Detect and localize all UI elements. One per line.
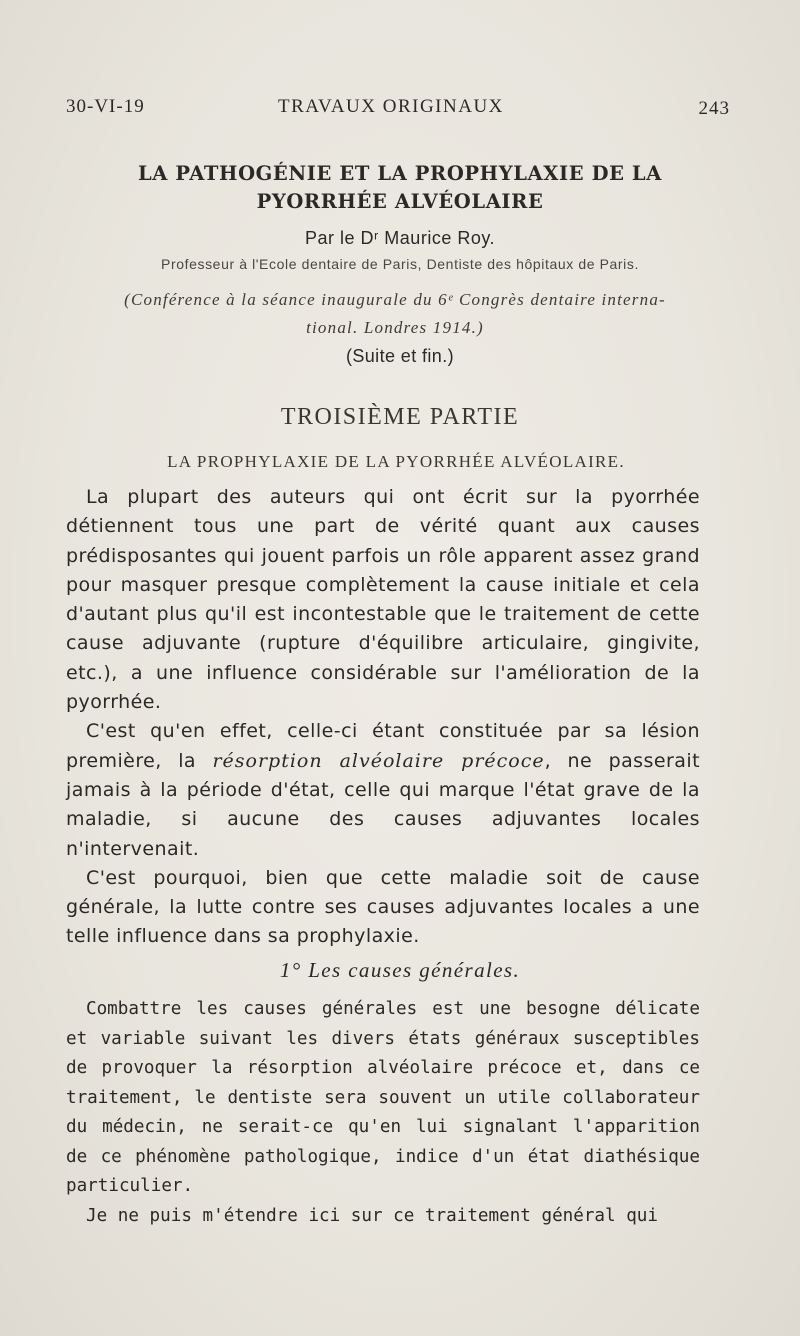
header-section: TRAVAUX ORIGINAUX bbox=[278, 96, 504, 117]
continued-note: (Suite et fin.) bbox=[345, 346, 455, 366]
paragraph bbox=[66, 717, 700, 863]
conference-line-2: tional. Londres 1914.) bbox=[306, 318, 484, 337]
header-date: 30-VI-19 bbox=[66, 96, 145, 117]
author-affiliation: Professeur à l'Ecole dentaire de Paris, Dentiste des hôpitaux de Paris. bbox=[161, 256, 639, 272]
paragraph: Je ne puis m'étendre ici sur ce traitement général qui bbox=[86, 1205, 658, 1226]
italic-term: résorption alvéolaire précoce bbox=[212, 749, 545, 772]
section-heading: 1° Les causes générales. bbox=[279, 958, 521, 982]
byline: Par le Dʳ Maurice Roy. bbox=[304, 228, 496, 248]
body-text bbox=[66, 483, 700, 952]
page-number: 243 bbox=[698, 98, 730, 119]
part-heading: TROISIÈME PARTIE bbox=[280, 404, 520, 430]
paragraph: C'est pourquoi, bien que cette maladie soit de cause générale, la lutte contre ses causes adjuvantes locales a une telle influence dans sa prophylaxie. bbox=[66, 866, 700, 948]
title-line-2: PYORRHÉE ALVÉOLAIRE bbox=[256, 190, 544, 213]
paragraph: Combattre les causes générales est une besogne délicate et variable suivant les divers états généraux susceptibles de provoquer la résorption alvéolaire précoce et, dans ce traitement, le dentiste sera souvent un utile collaborateur du médecin, ne serait-ce qu'en lui signalant l'apparition de ce phénomène pathologique, indice d'un état diathésique particulier. bbox=[66, 999, 700, 1196]
paragraph-text: C'est qu'en effet, celle-ci étant constituée par sa lésion première, la bbox=[66, 720, 700, 772]
running-header bbox=[66, 96, 730, 124]
title-line-1: LA PATHOGÉNIE ET LA PROPHYLAXIE DE LA bbox=[138, 162, 662, 185]
article-title bbox=[40, 160, 760, 216]
paragraph: La plupart des auteurs qui ont écrit sur la pyorrhée détiennent tous une part de vérité quant aux causes prédisposantes qui jouent parfois un rôle apparent assez grand pour masquer presque complètement la cause initiale et cela d'autant plus qu'il est incontestable que le traitement de cette cause adjuvante (rupture d'équilibre articulaire, gingivite, etc.), a une influence considérable sur l'amélioration de la pyorrhée. bbox=[66, 486, 700, 714]
conference-line-1: (Conférence à la séance inaugurale du 6ᵉ Congrès dentaire interna- bbox=[124, 290, 666, 309]
body-text-continued bbox=[66, 995, 700, 1231]
conference-note bbox=[70, 286, 720, 342]
paragraph-text: , ne passerait jamais à la période d'état, celle qui marque l'état grave de la maladie, si aucune des causes adjuvantes locales n'intervenait. bbox=[66, 749, 700, 860]
part-subheading: LA PROPHYLAXIE DE LA PYORRHÉE ALVÉOLAIRE. bbox=[167, 452, 625, 471]
